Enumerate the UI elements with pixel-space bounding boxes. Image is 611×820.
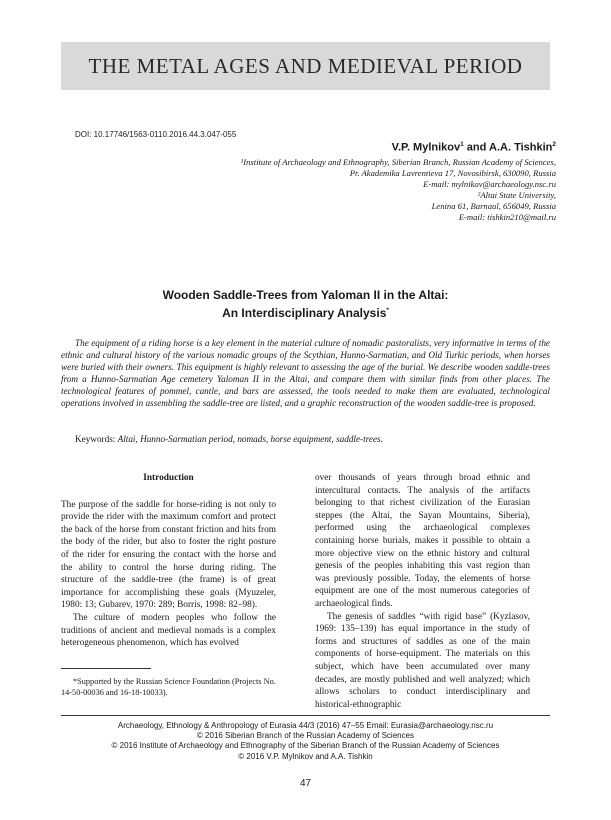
footer-divider (61, 715, 550, 716)
column-left (61, 472, 276, 650)
affiliation-email: E-mail: mylnikov@archaeology.nsc.ru (423, 178, 556, 189)
article-title-line2: An Interdisciplinary Analysis* (222, 306, 389, 320)
copyright-line: © 2016 V.P. Mylnikov and A.A. Tishkin (238, 751, 373, 761)
paragraph: The genesis of saddles “with rigid base” (Kyzlasov, 1969: 135–139) has equal importance in the study of forms and structures of saddles as one of the main components of horse-equipment. The materials on this subject, which have been accumulated over many decades, are mostly published and well analyzed; which allows scholars to conduct interdisciplinary and historical-ethnographic (315, 611, 530, 710)
article-title (61, 287, 550, 321)
column-right (315, 472, 530, 711)
footnote: *Supported by the Russian Science Foundation (Projects No. 14-50-00036 and 16-18-10033). (61, 677, 276, 697)
author-names: V.P. Mylnikov$^1$ and A.A. Tishkin$^2$ (391, 141, 556, 154)
footer (61, 721, 550, 762)
journal-info: Archaeology, Ethnology & Anthropology of Eurasia 44/3 (2016) 47–55 Email: Eurasia@archaeology.nsc.ru (117, 721, 494, 730)
section-banner (61, 42, 550, 90)
article-title-line1: Wooden Saddle-Trees from Yaloman II in the Altai: (162, 288, 449, 302)
paragraph: The purpose of the saddle for horse-riding is not only to provide the rider with the maximum comfort and protect the back of the horse from constant friction and hits from the body of the rider, but also to foster the right posture of the rider for ensuring the contact with the horse and the ability to control the horse during riding. The structure of the saddle-tree (the frame) is of great importance for accomplishing these goals (Myuzeler, 1980: 13; Gubarev, 1970: 289; Borris, 1998: 82–98). (61, 499, 276, 611)
page-number: 47 (299, 778, 312, 789)
intro-heading: Introduction (143, 473, 194, 483)
paragraph: The culture of modern peoples who follow the traditions of ancient and medieval nomads is a complex heterogeneous phenomenon, which has evolved (61, 612, 276, 649)
footnote-divider (61, 668, 151, 669)
keywords: Keywords: Altai, Hunno-Sarmatian period, nomads, horse equipment, saddle-trees. (75, 434, 383, 444)
abstract: The equipment of a riding horse is a key element in the material culture of nomadic pastoralists, very informative in terms of the ethnic and cultural history of the various nomadic groups of the Scythian, Hunno-Sarmatian, and Old Turkic periods, when horses were buried with their owners. This equipment is highly relevant to assessing the age of the burial. We describe wooden saddle-trees from a Hunno-Sarmatian Age cemetery Yaloman II in the Altai, and compare them with similar finds from other places. The technological features of pommel, cantle, and bars are assessed, the tools needed to make them are evaluated, technological operations involved in assembling the saddle-tree are listed, and a graphic reconstruction of the wooden saddle-tree is proposed. (61, 338, 550, 408)
affiliation-line: Pr. Akademika Lavrentieva 17, Novosibirsk, 630090, Russia (349, 167, 556, 178)
affiliation-email: E-mail: tishkin210@mail.ru (458, 211, 556, 222)
authors-block (136, 141, 556, 223)
affiliation-line: Lenina 61, Barnaul, 656049, Russia (431, 200, 556, 211)
copyright-line: © 2016 Institute of Archaeology and Ethnography of the Siberian Branch of the Russian Academy of Sciences (111, 741, 500, 751)
affiliation-line: ¹Institute of Archaeology and Ethnography, Siberian Branch, Russian Academy of Sciences, (240, 156, 556, 167)
copyright-line: © 2016 Siberian Branch of the Russian Academy of Sciences (196, 731, 415, 741)
doi-line: DOI: 10.17746/1563-0110.2016.44.3.047-055 (75, 130, 237, 139)
affiliation-line: ²Altai State University, (477, 189, 556, 200)
paragraph: over thousands of years through broad ethnic and intercultural contacts. The analysis of the artifacts belonging to that richest civilization of the Eurasian steppes (the Altai, the Sayan Mountains, Siberia), performed using the archaeological complexes containing horse burials, makes it possible to obtain a more objective view on the ethnic history and cultural genesis of the peoples inhabiting this vast region than was previously possible. Today, the elements of horse equipment are one of the most numerous categories of archaeological finds. (315, 473, 530, 609)
section-title: THE METAL AGES AND MEDIEVAL PERIOD (88, 54, 523, 78)
